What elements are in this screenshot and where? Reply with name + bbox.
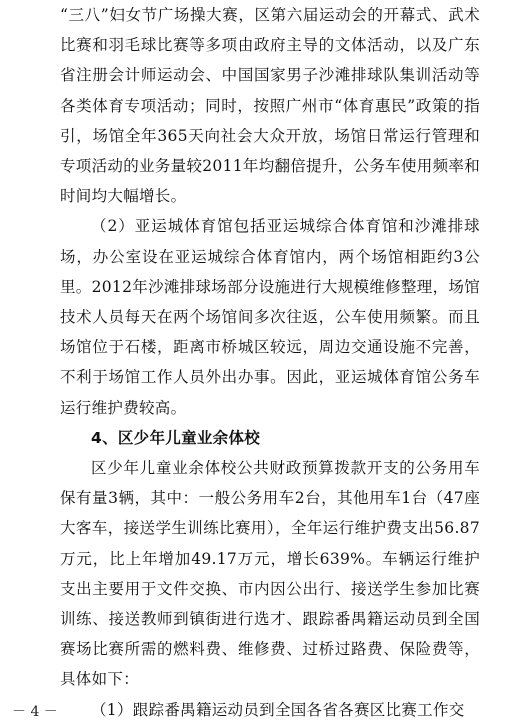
paragraph-continued: “三八”妇女节广场操大赛，区第六届运动会的开幕式、武术比赛和羽毛球比赛等多项由政府主导的文体活动，以及广东省注册会计师运动会、中国国家男子沙滩排球队集训活动等各类体育专项活动；同时，按照广州市“体育惠民”政策的指引，场馆全年365天向社会大众开放，场馆日常运行管理和专项活动的业务量较2011年均翻倍提升，公务车使用频率和时间均大幅增长。: [60, 6, 480, 206]
body-text: [60, 0, 480, 725]
section-heading-youth-sports-school: 4、区少年儿童业余体校: [91, 428, 261, 447]
paragraph-youth-sports-school: 区少年儿童业余体校公共财政预算拨款开支的公务用车保有量3辆，其中：一般公务用车2台，其他用车1台（47座大客车，接送学生训练比赛用），全年运行维护费支出56.87万元，比上年增加49.17万元，增长639%。车辆运行维护支出主要用于文件交换、市内因公出行、接送学生参加比赛训练、接送教师到镇街进行选才、跟踪番禺籍运动员到全国赛场比赛所需的燃料费、维修费、过桥过路费、保险费等，具体如下：: [60, 459, 480, 689]
page-number: － 4 －: [12, 704, 58, 720]
paragraph-item-1: （1）跟踪番禺籍运动员到全国各省各赛区比赛工作交: [91, 700, 465, 719]
paragraph-yayuncheng-gym: （2）亚运城体育馆包括亚运城综合体育馆和沙滩排球场，办公室设在亚运城综合体育馆内，两个场馆相距约3公里。2012年沙滩排球场部分设施进行大规模维修整理，场馆技术人员每天在两个场馆间多次往返，公车使用频繁。而且场馆位于石楼，距离市桥城区较远，周边交通设施不完善，不利于场馆工作人员外出办事。因此，亚运城体育馆公务车运行维护费较高。: [60, 217, 480, 417]
